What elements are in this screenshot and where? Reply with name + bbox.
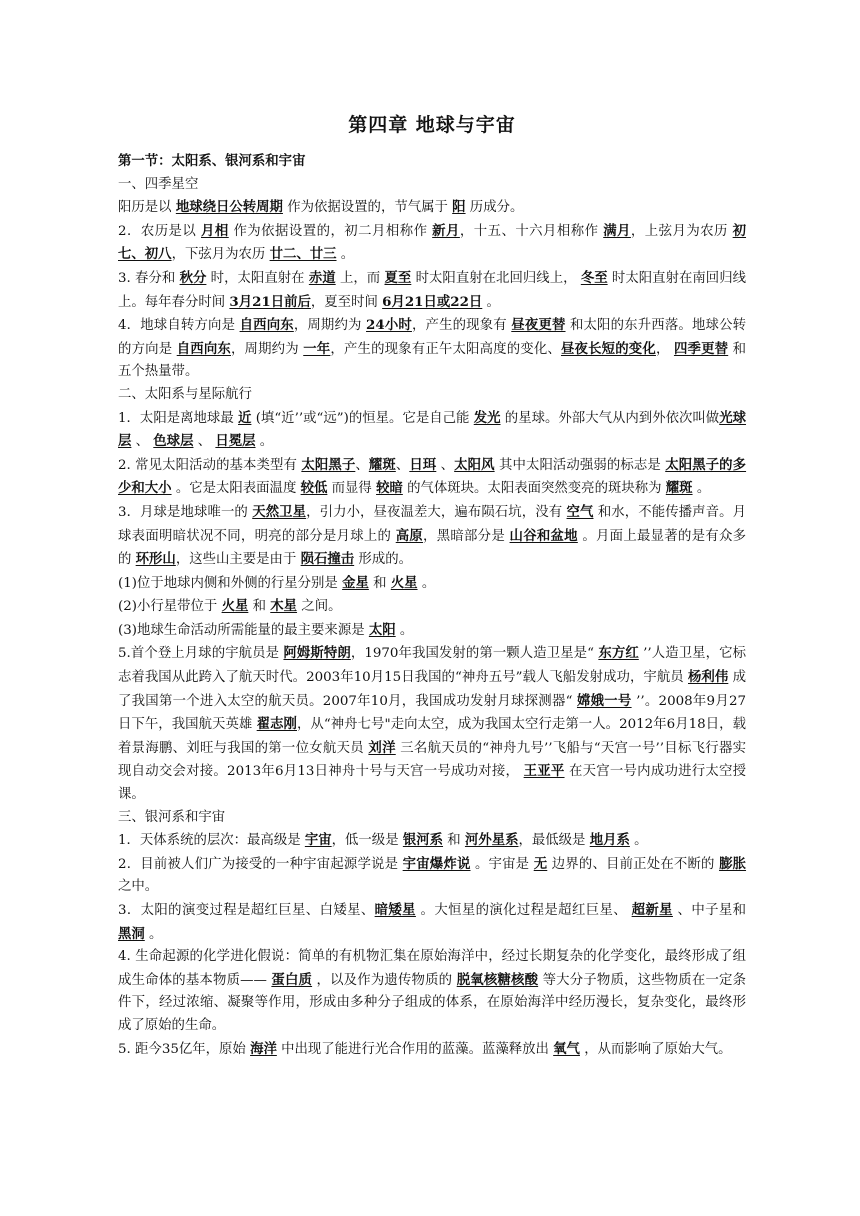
text-segment: 。	[629, 833, 648, 849]
text-segment: ，产生的现象有	[411, 318, 512, 334]
answer-blank: 木星	[270, 598, 298, 615]
text-segment: 、中子星和	[672, 903, 746, 918]
text-segment: 第一节：太阳系、银河系和宇宙	[118, 154, 306, 169]
answer-blank: 初七、初八	[118, 222, 747, 263]
paragraph	[118, 1038, 746, 1062]
text-segment: ’’。2008年9月27日下午，我国航天英雄	[118, 693, 747, 733]
answer-blank: 太阳风	[454, 456, 495, 473]
text-segment: 。	[144, 926, 163, 942]
paragraph	[118, 220, 746, 267]
text-segment: (3)地球生命活动所需能量的最主要来源是	[118, 622, 369, 638]
answer-blank: 金星	[342, 574, 369, 591]
answer-blank: 山谷和盆地	[509, 527, 578, 544]
text-segment: ，从而影响了原始大气。	[579, 1041, 732, 1057]
text-segment: 阳历是以	[118, 200, 176, 216]
answer-blank: 昼夜长短的变化	[560, 340, 656, 357]
text-segment: 而显得	[327, 481, 377, 497]
text-segment: 历成分。	[465, 200, 524, 216]
text-segment: ，	[655, 341, 674, 357]
answer-blank: 超新星	[631, 902, 673, 918]
text-segment: 时，太阳直射在	[206, 270, 309, 286]
text-segment: 。月面上最显著的是有众多的	[118, 528, 746, 568]
answer-blank: 火星	[221, 598, 249, 615]
text-segment: 的气体斑块。太阳表面突然变亮的斑块称为	[402, 481, 666, 497]
answer-blank: 银河系	[402, 832, 444, 849]
text-segment: 边界的、目前正处在不断的	[547, 856, 720, 872]
answer-blank: 月相	[201, 222, 229, 239]
paragraph	[118, 267, 746, 314]
answer-blank: 天然卫星	[252, 503, 307, 520]
paragraph	[118, 384, 746, 407]
text-segment: ，引力小，昼夜温差大，遍布陨石坑，没有	[306, 504, 567, 520]
text-segment: 、	[193, 434, 216, 450]
text-segment: 成了我国第一个进入太空的航天员。2007年10月，我国成功发射月球探测器“	[118, 670, 747, 709]
answer-blank: 刘洋	[368, 739, 396, 756]
answer-blank: 色球层	[153, 433, 194, 450]
text-segment: 5. 距今35亿年，原始	[118, 1041, 251, 1057]
text-segment: 、	[395, 457, 410, 473]
answer-blank: 新月	[432, 222, 460, 239]
text-segment: 之间。	[297, 599, 342, 615]
text-segment: 在天宫一号内成功进行太空授课。	[118, 764, 746, 803]
text-segment: ，十五、十六月相称作	[459, 223, 604, 239]
text-segment: ，这些山主要是由于	[175, 552, 301, 568]
answer-blank: 昼夜更替	[511, 317, 566, 334]
text-segment: 。它是太阳表面温度	[171, 481, 301, 497]
text-segment: 4. 生命起源的化学进化假说：简单的有机物汇集在原始海洋中，经过长期复杂的化学变化，最终形成了组成生命体的基本物质——	[118, 949, 746, 988]
text-segment: 三名航天员的“神舟九号’’飞船与“天宫一号’’目标飞行器实现自动交会对接。2013年6月13日神舟十号与天宫一号成功对接，	[118, 740, 746, 780]
answer-blank: 火星	[390, 574, 418, 591]
answer-blank: 东方红	[598, 645, 639, 662]
text-segment: ，最低级是	[518, 833, 590, 849]
text-segment: 的星球。外部大气从内到外依次叫做	[500, 410, 720, 426]
answer-blank: 蛋白质	[271, 971, 313, 988]
text-segment: 3．月球是地球唯一的	[118, 504, 253, 520]
text-segment: 4．地球自转方向是	[118, 318, 240, 334]
answer-blank: 太阳	[368, 621, 396, 638]
text-segment: ，以及作为遗传物质的	[312, 972, 457, 988]
text-segment: ，夏至时间	[310, 294, 383, 310]
answer-blank: 发光	[473, 409, 501, 426]
text-segment: 和	[368, 575, 391, 591]
text-segment: 2．农历是以	[118, 223, 201, 239]
section-heading	[118, 151, 746, 174]
text-segment: 3. 春分和	[118, 270, 180, 286]
paragraph	[118, 642, 746, 806]
answer-blank: 海洋	[250, 1040, 277, 1057]
paragraph	[118, 314, 746, 384]
answer-blank: 太阳黑子的多少和大小	[118, 456, 747, 497]
text-segment: 。	[692, 481, 711, 497]
text-segment: 二、太阳系与星际航行	[118, 386, 252, 402]
answer-blank: 太阳黑子	[301, 456, 356, 473]
text-segment: 、	[355, 457, 369, 473]
text-segment: 时太阳直射在南回归线上。每年春分时间	[118, 270, 747, 310]
answer-blank: 无	[533, 855, 548, 872]
text-segment: 作为依据设置的，初二月相称作	[228, 223, 433, 239]
text-segment: 和太阳的东升西落。地球公转的方向是	[118, 318, 747, 357]
document-body	[118, 110, 746, 1061]
answer-blank: 24小时	[366, 317, 412, 334]
answer-blank: 河外星系	[464, 832, 519, 849]
text-segment: 一、四季星空	[118, 176, 199, 192]
answer-blank: 阿姆斯特朗	[283, 645, 351, 662]
paragraph	[118, 196, 746, 220]
text-segment: ，周期约为	[293, 318, 367, 334]
answer-blank: 宇宙爆炸说	[402, 855, 471, 872]
text-segment: 其中太阳活动强弱的标志是	[494, 457, 666, 473]
text-segment: 、	[436, 457, 455, 473]
answer-blank: 耀斑	[665, 480, 693, 497]
text-segment: 、	[131, 434, 154, 450]
answer-blank: 一年	[303, 340, 331, 357]
answer-blank: 赤道	[308, 269, 336, 286]
answer-blank: 阳	[452, 199, 466, 216]
text-segment: 三、银河系和宇宙	[118, 809, 226, 825]
answer-blank: 王亚平	[523, 763, 565, 780]
text-segment: 和水，不能传播声音。月球表面明暗状况不同，明亮的部分是月球上的	[118, 504, 746, 544]
answer-blank: 杨利伟	[688, 669, 729, 686]
text-segment: 。大恒星的演化过程是超红巨星、	[415, 903, 632, 918]
text-segment: 2．目前被人们广为接受的一种宇宙起源学说是	[118, 856, 403, 872]
text-segment: 上，而	[335, 270, 385, 286]
text-segment: ，黑暗部分是	[423, 528, 510, 544]
text-segment: ，周期约为	[230, 341, 304, 357]
answer-blank: 廿二、廿三	[269, 246, 337, 263]
text-segment: 和	[248, 599, 271, 615]
paragraph	[118, 853, 746, 899]
answer-blank: 近	[238, 409, 252, 426]
answer-blank: 耀斑	[368, 456, 396, 473]
text-segment: 。	[255, 434, 274, 450]
answer-blank: 翟志刚	[256, 716, 297, 733]
answer-blank: 自西向东	[239, 317, 294, 334]
answer-blank: 四季更替	[673, 340, 729, 357]
answer-blank: 高原	[395, 527, 424, 544]
answer-blank: 氧气	[553, 1040, 580, 1057]
paragraph	[118, 407, 746, 454]
text-segment: 和五个热量带。	[118, 341, 747, 380]
text-segment: ，从“神舟七号"走向太空，成为我国太空行走第一人。2012年6月18日，载着景海鹏、刘旺与我国的第一位女航天员	[118, 717, 747, 756]
answer-blank: 陨石撞击	[300, 551, 355, 568]
text-segment: ，1970年我国发射的第一颗人造卫星是“	[350, 646, 599, 662]
text-segment: 1．天体系统的层次：最高级是	[118, 833, 305, 849]
answer-blank: 较暗	[376, 480, 403, 497]
answer-blank: 环形山	[135, 551, 176, 568]
text-segment: 。宇宙是	[470, 856, 534, 872]
text-segment: ，下弦月为农历	[171, 247, 270, 263]
answer-blank: 暗矮星	[374, 902, 416, 918]
answer-blank: 嫦娥一号	[576, 692, 632, 709]
paragraph	[118, 807, 746, 830]
paragraph	[118, 174, 746, 197]
text-segment: 5.首个登上月球的宇航员是	[118, 646, 284, 662]
answer-blank: 满月	[603, 222, 631, 239]
paragraph	[118, 899, 746, 946]
text-segment: 1．太阳是离地球最	[118, 410, 239, 426]
text-segment: 3．太阳的演变过程是超红巨星、白矮星、	[118, 903, 375, 918]
paragraph	[118, 619, 746, 643]
answer-blank: 3月21日前后	[229, 293, 311, 310]
answer-blank: 黑洞	[118, 925, 145, 942]
answer-blank: 宇宙	[304, 832, 332, 849]
text-segment: 时太阳直射在北回归线上，	[411, 270, 581, 286]
text-segment: 。	[417, 575, 436, 591]
paragraph	[118, 829, 746, 853]
answer-blank: 6月21日或22日	[382, 293, 483, 310]
answer-blank: 光球层	[118, 409, 747, 450]
text-segment: 形成的。	[354, 552, 412, 568]
paragraph	[118, 501, 746, 572]
answer-blank: 地球绕日公转周期	[175, 199, 283, 216]
answer-blank: 地月系	[589, 832, 630, 849]
paragraph	[118, 595, 746, 619]
text-segment: 等大分子物质，这些物质在一定条件下，经过浓缩、凝聚等作用，形成由多种分子组成的体系，在原始海洋中经历漫长，复杂变化，最终形成了原始的生命。	[118, 972, 746, 1033]
text-segment: (1)位于地球内侧和外侧的行星分别是	[118, 575, 343, 591]
text-segment: ，上弦月为农历	[630, 223, 733, 239]
answer-blank: 较低	[300, 480, 328, 497]
text-segment: 和	[443, 833, 465, 849]
answer-blank: 秋分	[179, 269, 207, 286]
paragraph	[118, 454, 746, 501]
answer-blank: 脱氧核糖核酸	[456, 971, 539, 988]
answer-blank: 日冕层	[215, 433, 256, 450]
text-segment: 中出现了能进行光合作用的蓝藻。蓝藻释放出	[276, 1041, 554, 1057]
text-segment: 2. 常见太阳活动的基本类型有	[118, 457, 302, 473]
text-segment: ，产生的现象有正午太阳高度的变化、	[330, 341, 561, 357]
answer-blank: 冬至	[580, 269, 608, 286]
paragraph-list	[118, 151, 746, 1061]
answer-blank: 夏至	[384, 269, 412, 286]
text-segment: ，低一级是	[331, 833, 403, 849]
paragraph	[118, 946, 746, 1037]
text-segment: 。	[336, 247, 355, 263]
chapter-title: 第四章 地球与宇宙	[348, 114, 516, 136]
answer-blank: 日珥	[409, 456, 437, 473]
paragraph	[118, 572, 746, 596]
answer-blank: 空气	[566, 503, 594, 520]
text-segment: (填“近’’或“远”)的恒星。它是自己能	[251, 410, 474, 426]
text-segment: 。	[395, 622, 414, 638]
answer-blank: 膨胀	[719, 855, 747, 872]
text-segment: 。	[482, 294, 500, 310]
text-segment: 之中。	[118, 879, 159, 895]
text-segment: ’’人造卫星，它标志着我国从此跨入了航天时代。2003年10月15日我国的“神舟五号”载人飞船发射成功，宇航员	[118, 646, 746, 686]
answer-blank: 自西向东	[176, 340, 231, 357]
text-segment: 作为依据设置的，节气属于	[282, 200, 453, 216]
text-segment: (2)小行星带位于	[118, 599, 222, 615]
